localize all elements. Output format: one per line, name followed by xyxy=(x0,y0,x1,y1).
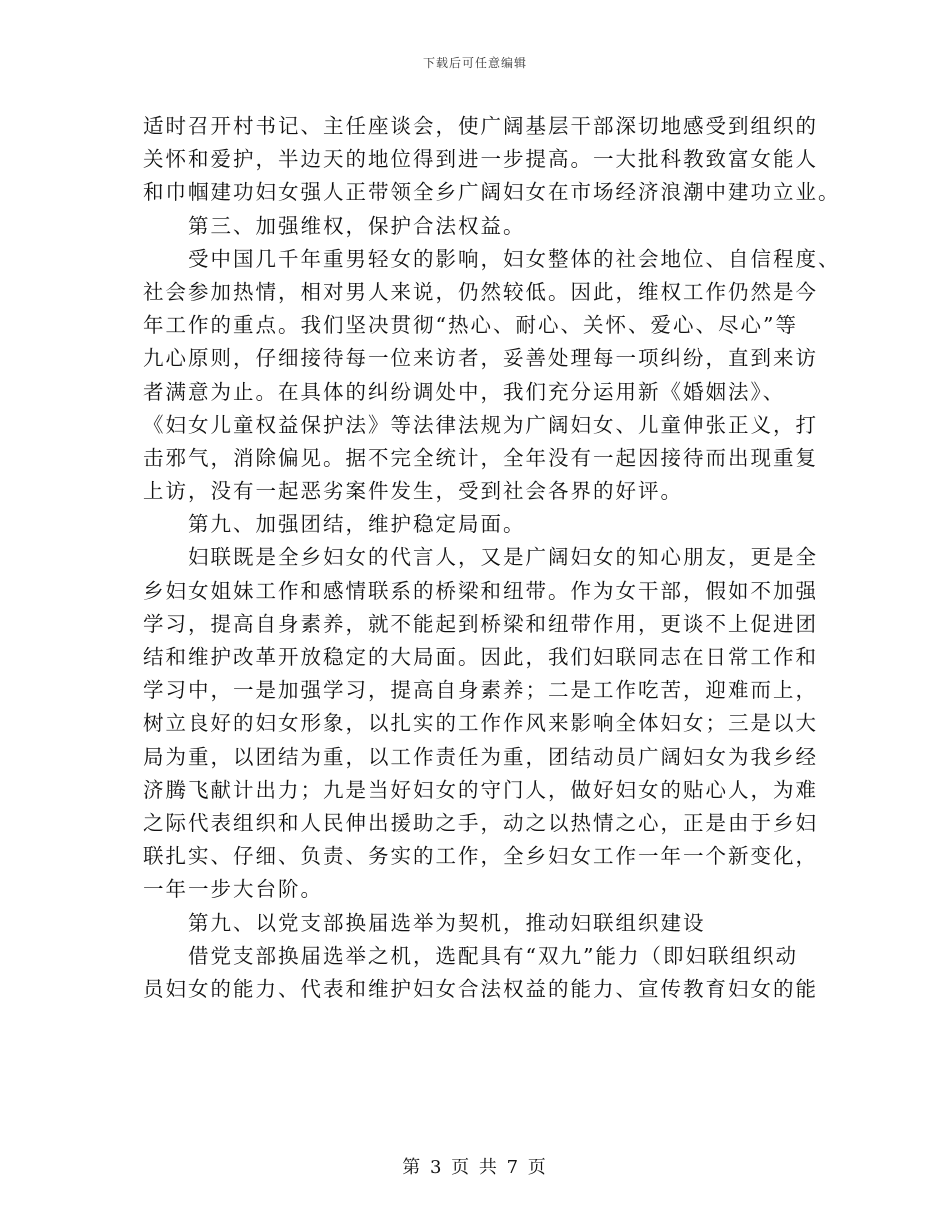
text-line: 适时召开村书记、主任座谈会，使广阔基层干部深切地感受到组织的 xyxy=(143,114,818,138)
text-line: 关怀和爱护，半边天的地位得到进一步提高。一大批科教致富女能人 xyxy=(143,147,818,172)
text-line: 九心原则，仔细接待每一位来访者，妥善处理每一项纠纷，直到来访 xyxy=(143,346,818,371)
text-line: 学习中，一是加强学习，提高自身素养；二是工作吃苦，迎难而上， xyxy=(143,678,818,703)
text-line: 济腾飞献计出力；九是当好妇女的守门人，做好妇女的贴心人，为难 xyxy=(143,777,818,802)
page-number: 第 3 页 共 7 页 xyxy=(402,1157,548,1178)
text-line: 一年一步大台阶。 xyxy=(143,877,323,902)
text-line: 乡妇女姐妹工作和感情联系的桥梁和纽带。作为女干部，假如不加强 xyxy=(143,578,818,603)
text-line: 结和维护改革开放稳定的大局面。因此，我们妇联同志在日常工作和 xyxy=(143,645,818,669)
text-line: 和巾帼建功妇女强人正带领全乡广阔妇女在市场经济浪潮中建功立业。 xyxy=(143,180,841,205)
text-line: 上访，没有一起恶劣案件发生，受到社会各界的好评。 xyxy=(143,479,683,504)
text-line: 学习，提高自身素养，就不能起到桥梁和纽带作用，更谈不上促进团 xyxy=(143,611,818,636)
paragraph-start-line: 妇联既是全乡妇女的代言人，又是广阔妇女的知心朋友，更是全 xyxy=(188,545,818,570)
text-line: 局为重，以团结为重，以工作责任为重，团结动员广阔妇女为我乡经 xyxy=(143,744,818,769)
text-line: 者满意为止。在具体的纠纷调处中，我们充分运用新《婚姻法》、 xyxy=(143,379,786,404)
text-line: 击邪气，消除偏见。据不完全统计，全年没有一起因接待而出现重复 xyxy=(143,445,818,470)
section-heading: 第九、以党支部换届选举为契机，推动妇联组织建设 xyxy=(188,910,706,935)
document-body xyxy=(143,110,841,1006)
text-line: 年工作的重点。我们坚决贯彻“热心、耐心、关怀、爱心、尽心”等 xyxy=(143,313,798,338)
paragraph-start-line: 借党支部换届选举之机，选配具有“双九”能力（即妇联组织动 xyxy=(188,943,798,968)
text-line: 员妇女的能力、代表和维护妇女合法权益的能力、宣传教育妇女的能 xyxy=(143,976,818,1001)
text-line: 《妇女儿童权益保护法》等法律法规为广阔妇女、儿童伸张正义，打 xyxy=(143,412,818,437)
text-line: 之际代表组织和人民伸出援助之手，动之以热情之心，正是由于乡妇 xyxy=(143,810,818,835)
paragraph-start-line: 受中国几千年重男轻女的影响，妇女整体的社会地位、自信程度、 xyxy=(188,246,841,271)
text-line: 联扎实、仔细、负责、务实的工作，全乡妇女工作一年一个新变化， xyxy=(143,844,818,869)
section-heading: 第三、加强维权，保护合法权益。 xyxy=(188,213,526,238)
section-heading: 第九、加强团结，维护稳定局面。 xyxy=(188,512,526,537)
page-header-note: 下载后可任意编辑 xyxy=(422,56,527,70)
text-line: 树立良好的妇女形象，以扎实的工作作风来影响全体妇女；三是以大 xyxy=(143,711,818,736)
text-line: 社会参加热情，相对男人来说，仍然较低。因此，维权工作仍然是今 xyxy=(143,279,818,304)
